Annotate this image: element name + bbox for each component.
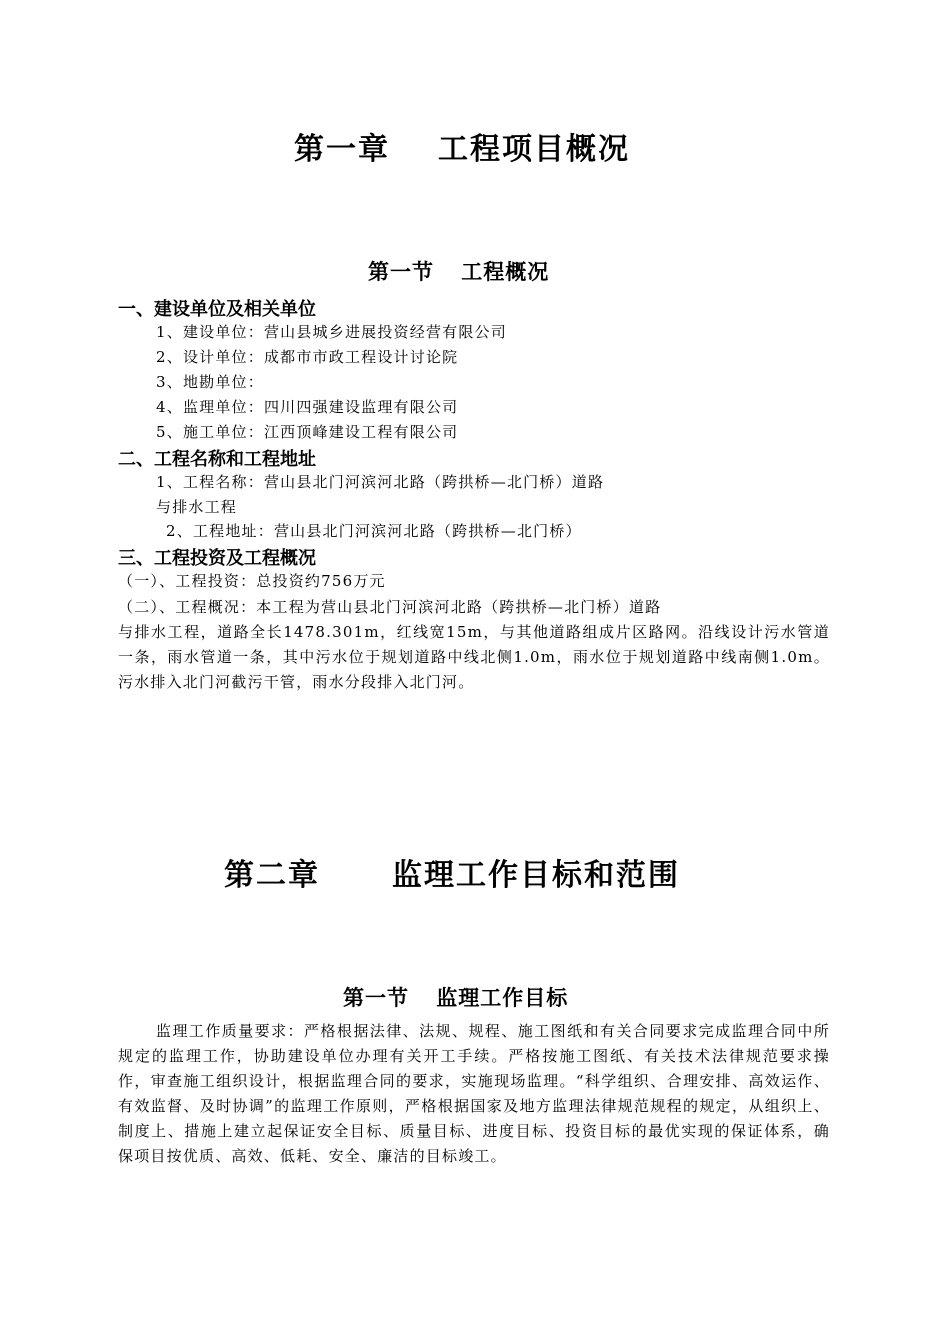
section-name: 监理工作目标 <box>436 985 569 1010</box>
overview-line-1: （二）、工程概况：本工程为营山县北门河滨河北路（跨拱桥—北门桥）道路 <box>118 598 662 616</box>
section-name: 工程概况 <box>461 259 550 284</box>
list-item: 1、建设单位：营山县城乡进展投资经营有限公司 <box>156 323 507 341</box>
chapter-2-section-1-title <box>343 982 568 1012</box>
list-item: 4、监理单位：四川四强建设监理有限公司 <box>156 398 459 416</box>
overview-paragraph: 与排水工程，道路全长1478.301m，红线宽15m，与其他道路组成片区路网。沿线设计污水管道一条，雨水管道一条，其中污水位于规划道路中线北侧1.0m，雨水位于规划道路中线南侧1.0m。污水排入北门河截污干管，雨水分段排入北门河。 <box>118 623 830 691</box>
project-name-line-2: 与排水工程 <box>156 498 238 516</box>
investment-line: （一）、工程投资：总投资约756万元 <box>118 572 386 590</box>
chapter-2-title <box>224 850 680 894</box>
list-item: 5、施工单位：江西顶峰建设工程有限公司 <box>156 423 459 441</box>
chapter-1-name: 工程项目概况 <box>438 132 630 167</box>
list-item: 3、地勘单位： <box>156 373 264 391</box>
section-number: 第一节 <box>368 259 434 284</box>
heading-investment-overview: 三、工程投资及工程概况 <box>118 548 316 569</box>
chapter-1-section-1-title <box>368 256 549 286</box>
list-item: 2、设计单位：成都市市政工程设计讨论院 <box>156 348 459 366</box>
heading-construction-units: 一、建设单位及相关单位 <box>118 299 316 320</box>
chapter-1-number: 第一章 <box>294 132 390 167</box>
supervision-goal-paragraph: 监理工作质量要求：严格根据法律、法规、规程、施工图纸和有关合同要求完成监理合同中所规定的监理工作，协助建设单位办理有关开工手续。严格按施工图纸、有关技术法律规范要求操作，审查施工组织设计，根据监理合同的要求，实施现场监理。“科学组织、合理安排、高效运作、有效监督、及时协调”的监理工作原则，严格根据国家及地方监理法律规范规程的规定，从组织上、制度上、措施上建立起保证安全目标、质量目标、进度目标、投资目标的最优实现的保证体系，确保项目按优质、高效、低耗、安全、廉洁的目标竣工。 <box>118 1022 830 1165</box>
project-name-line-1: 1、工程名称：营山县北门河滨河北路（跨拱桥—北门桥）道路 <box>156 473 605 491</box>
chapter-1-title <box>294 124 630 168</box>
heading-project-name-address: 二、工程名称和工程地址 <box>118 449 316 470</box>
chapter-2-number: 第二章 <box>224 858 320 893</box>
chapter-2-name: 监理工作目标和范围 <box>392 858 680 893</box>
project-address: 2、工程地址：营山县北门河滨河北路（跨拱桥—北门桥） <box>166 522 582 540</box>
section-number: 第一节 <box>343 985 409 1010</box>
